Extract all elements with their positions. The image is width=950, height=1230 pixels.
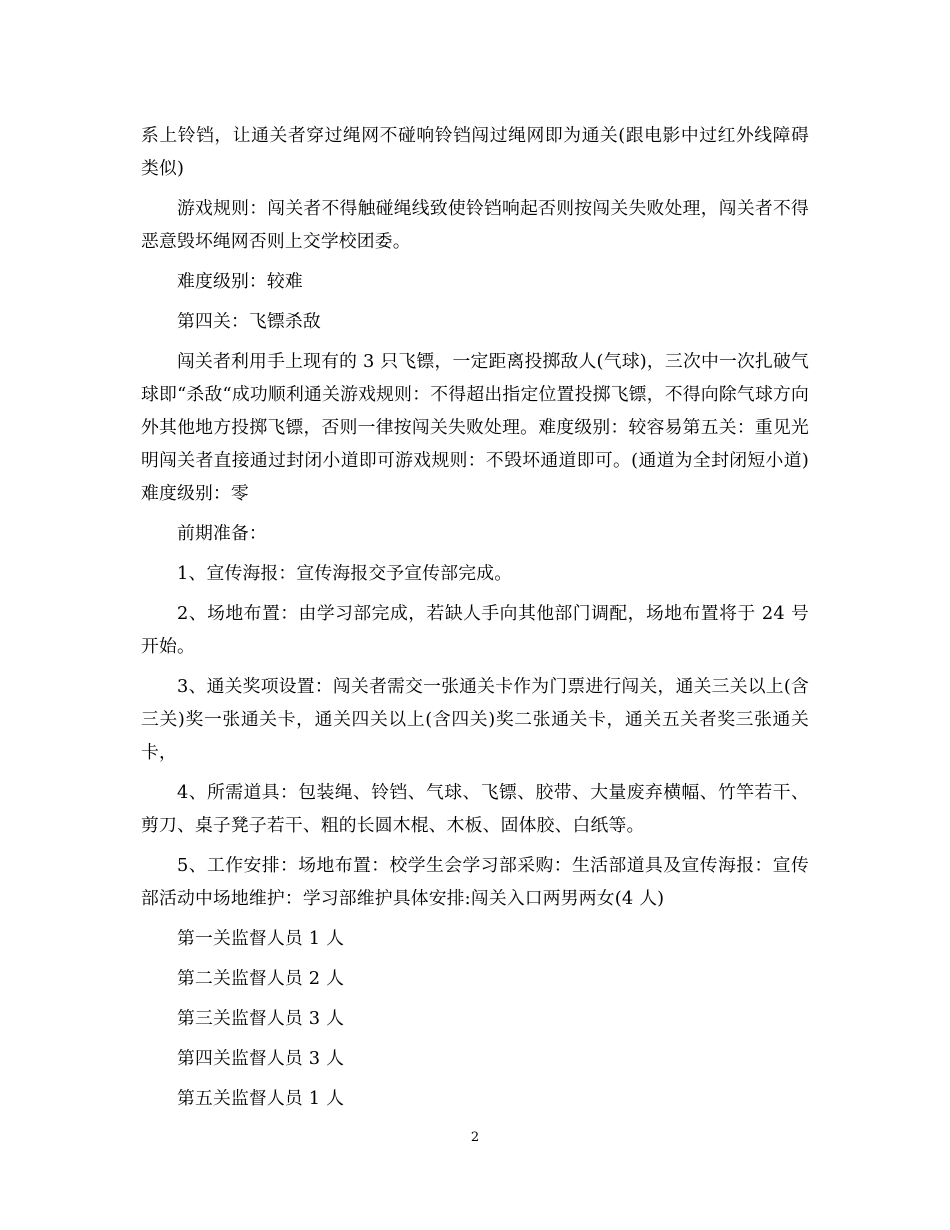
paragraph-level-two-staff: 第二关监督人员 2 人 [177,968,345,989]
paragraph-props: 4、所需道具：包装绳、铃铛、气球、飞镖、胶带、大量废弃横幅、竹竿若干、剪刀、桌子凳子若干、粗的长圆木棍、木板、固体胶、白纸等。 [141,782,809,836]
paragraph-level-five-staff: 第五关监督人员 1 人 [177,1088,345,1109]
paragraph-difficulty: 难度级别：较难 [177,271,303,292]
paragraph-work-arrangement: 5、工作安排：场地布置：校学生会学习部采购：生活部道具及宣传海报：宣传部活动中场地维护：学习部维护具体安排:闯关入口两男两女(4 人) [141,855,809,909]
paragraph-level-three-staff: 第三关监督人员 3 人 [177,1008,345,1029]
paragraph-poster: 1、宣传海报：宣传海报交予宣传部完成。 [177,563,513,584]
paragraph-level-four-title: 第四关：飞镖杀敌 [177,311,321,332]
paragraph-level-four-staff: 第四关监督人员 3 人 [177,1048,345,1069]
page-number: 2 [470,1130,480,1145]
paragraph-level-four-five: 闯关者利用手上现有的 3 只飞镖，一定距离投掷敌人(气球)，三次中一次扎破气球即“杀敌“成功顺利通关游戏规则：不得超出指定位置投掷飞镖，不得向除气球方向外其他地方投掷飞镖，否则一律按闯关失败处理。难度级别：较容易第五关：重见光明闯关者直接通过封闭小道即可游戏规则：不毁坏通道即可。(通道为全封闭短小道)难度级别：零 [141,351,809,504]
paragraph-level-one-staff: 第一关监督人员 1 人 [177,928,345,949]
paragraph-game-rules: 游戏规则：闯关者不得触碰绳线致使铃铛响起否则按闯关失败处理，闯关者不得恶意毁坏绳网否则上交学校团委。 [141,198,809,252]
paragraph-awards: 3、通关奖项设置：闯关者需交一张通关卡作为门票进行闯关，通关三关以上(含三关)奖一张通关卡，通关四关以上(含四关)奖二张通关卡，通关五关者奖三张通关卡， [141,676,809,763]
paragraph-preparation-heading: 前期准备： [177,523,267,544]
paragraph-rope-net-description: 系上铃铛，让通关者穿过绳网不碰响铃铛闯过绳网即为通关(跟电影中过红外线障碍类似) [141,125,809,179]
document-body [141,119,809,1122]
paragraph-venue: 2、场地布置：由学习部完成，若缺人手向其他部门调配，场地布置将于 24 号开始。 [141,603,809,657]
